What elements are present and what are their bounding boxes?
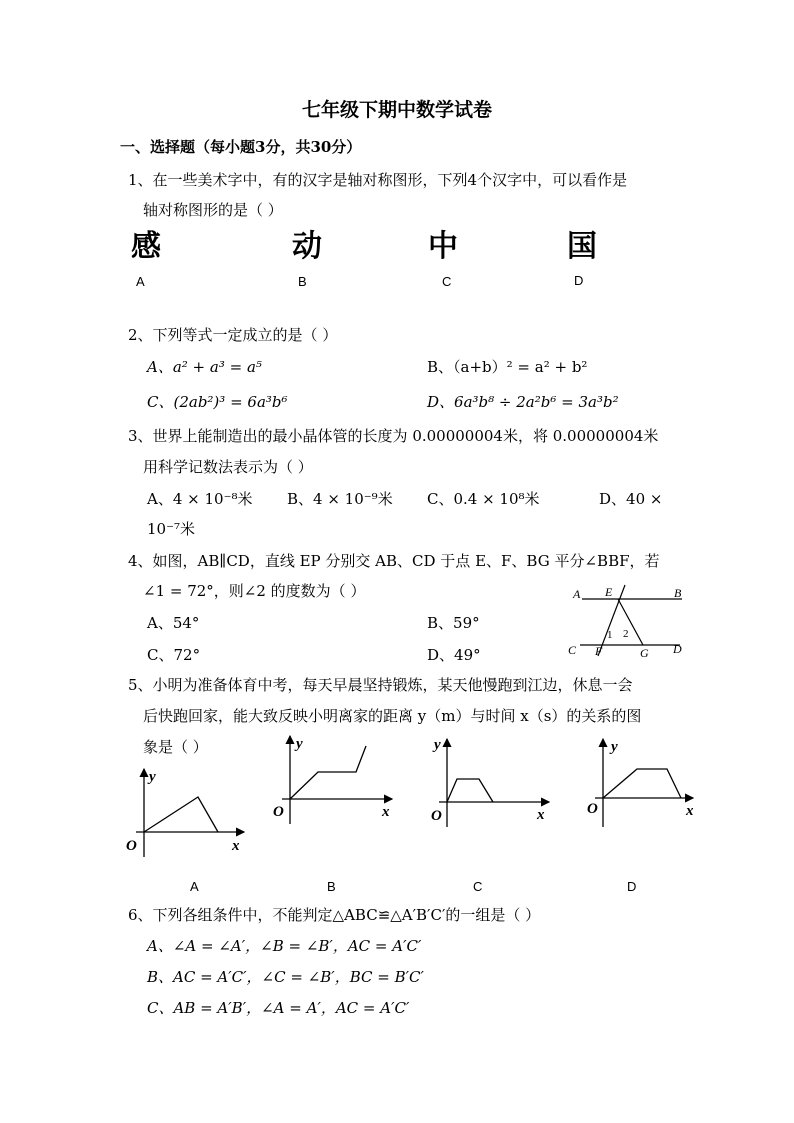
fig-label-a: A <box>573 587 581 601</box>
q5-stem-line1: 5、小明为准备体育中考，每天早晨坚持锻炼，某天他慢跑到江边，休息一会 <box>128 676 633 694</box>
q5-label-b: B <box>327 879 336 894</box>
q2-option-d: D、6a³b⁸ ÷ 2a²b⁶ = 3a³b² <box>427 393 619 411</box>
graph-line <box>603 769 681 798</box>
q5-label-d: D <box>627 879 637 894</box>
axis-label-x: x <box>537 807 545 823</box>
fig-label-d: D <box>673 642 682 656</box>
q2-stem: 2、下列等式一定成立的是（ ） <box>128 326 338 344</box>
graph-line <box>447 779 493 802</box>
q5-graph-d <box>585 735 715 830</box>
fig-label-g: G <box>640 646 649 660</box>
q5-stem-line2: 后快跑回家，能大致反映小明离家的距离 y（m）与时间 x（s）的关系的图 <box>143 707 642 725</box>
q1-label-c: C <box>442 274 452 289</box>
q3-option-c: C、0.4 × 10⁸米 <box>427 490 540 508</box>
q1-label-b: B <box>298 274 307 289</box>
q3-stem-line2: 用科学记数法表示为（ ） <box>143 458 313 476</box>
q4-stem-line1: 4、如图，AB∥CD，直线 EP 分别交 AB、CD 于点 E、F、BG 平分∠BBF，若 <box>128 552 660 570</box>
q1-char-b: 动 <box>292 229 322 264</box>
q5-graph-a <box>120 765 250 860</box>
q1-stem-line1: 1、在一些美术字中，有的汉字是轴对称图形，下列4个汉字中，可以看作是 <box>128 171 628 189</box>
q6-option-b: B、AC = A′C′，∠C = ∠B′，BC = B′C′ <box>147 968 424 986</box>
line-bg <box>618 599 643 645</box>
axis-label-y: y <box>611 739 618 755</box>
q1-char-d: 国 <box>567 229 597 264</box>
q3-option-d: D、40 × <box>599 490 663 508</box>
q5-graph-b <box>270 732 400 827</box>
q4-option-d: D、49° <box>427 646 481 664</box>
q4-stem-line2: ∠1 = 72°，则∠2 的度数为（ ） <box>143 582 366 600</box>
q1-label-a: A <box>136 274 145 289</box>
fig-label-b: B <box>674 586 682 600</box>
q3-option-a: A、4 × 10⁻⁸米 <box>147 490 253 508</box>
page-title: 七年级下期中数学试卷 <box>301 99 492 121</box>
q4-option-b: B、59° <box>427 614 480 632</box>
q2-option-c: C、(2ab²)³ = 6a³b⁶ <box>147 393 288 411</box>
origin-label: O <box>273 804 284 820</box>
q4-option-c: C、72° <box>147 646 201 664</box>
fig-angle-1: 1 <box>607 629 613 641</box>
q2-option-b: B、（a+b）² = a² + b² <box>427 358 588 376</box>
section-heading: 一、选择题（每小题3分，共30分） <box>120 138 362 156</box>
axis-label-y: y <box>434 737 441 753</box>
fig-label-c: C <box>568 643 577 657</box>
axis-label-x: x <box>382 804 390 820</box>
q5-label-a: A <box>190 879 199 894</box>
axis-label-y: y <box>296 736 303 752</box>
q2-option-a: A、a² + a³ = a⁵ <box>147 358 262 376</box>
origin-label: O <box>587 801 598 817</box>
q6-stem: 6、下列各组条件中，不能判定△ABC≌△A′B′C′的一组是（ ） <box>128 906 541 924</box>
axis-label-x: x <box>232 838 240 854</box>
fig-label-f: F <box>595 644 603 658</box>
q4-option-a: A、54° <box>147 614 200 632</box>
axis-label-x: x <box>686 803 694 819</box>
axis-label-y: y <box>149 769 156 785</box>
origin-label: O <box>431 808 442 824</box>
q1-stem-line2: 轴对称图形的是（ ） <box>143 201 283 219</box>
q1-label-d: D <box>574 273 584 288</box>
fig-label-e: E <box>605 585 613 599</box>
q1-char-c: 中 <box>428 229 458 264</box>
q3-option-b: B、4 × 10⁻⁹米 <box>287 490 393 508</box>
q6-option-a: A、∠A = ∠A′，∠B = ∠B′，AC = A′C′ <box>147 937 422 955</box>
q5-label-c: C <box>473 879 483 894</box>
q5-graph-c <box>425 735 555 830</box>
q1-char-a: 感 <box>131 229 161 264</box>
q4-figure <box>560 580 690 660</box>
graph-line <box>144 797 218 832</box>
q3-stem-line1: 3、世界上能制造出的最小晶体管的长度为 0.00000004米，将 0.00000004米 <box>128 427 659 445</box>
graph-line <box>290 746 366 799</box>
q6-option-c: C、AB = A′B′，∠A = A′，AC = A′C′ <box>147 999 410 1017</box>
q5-stem-line3: 象是（ ） <box>143 738 208 756</box>
origin-label: O <box>126 838 137 854</box>
q3-option-d-continued: 10⁻⁷米 <box>147 520 196 538</box>
fig-angle-2: 2 <box>623 628 629 640</box>
